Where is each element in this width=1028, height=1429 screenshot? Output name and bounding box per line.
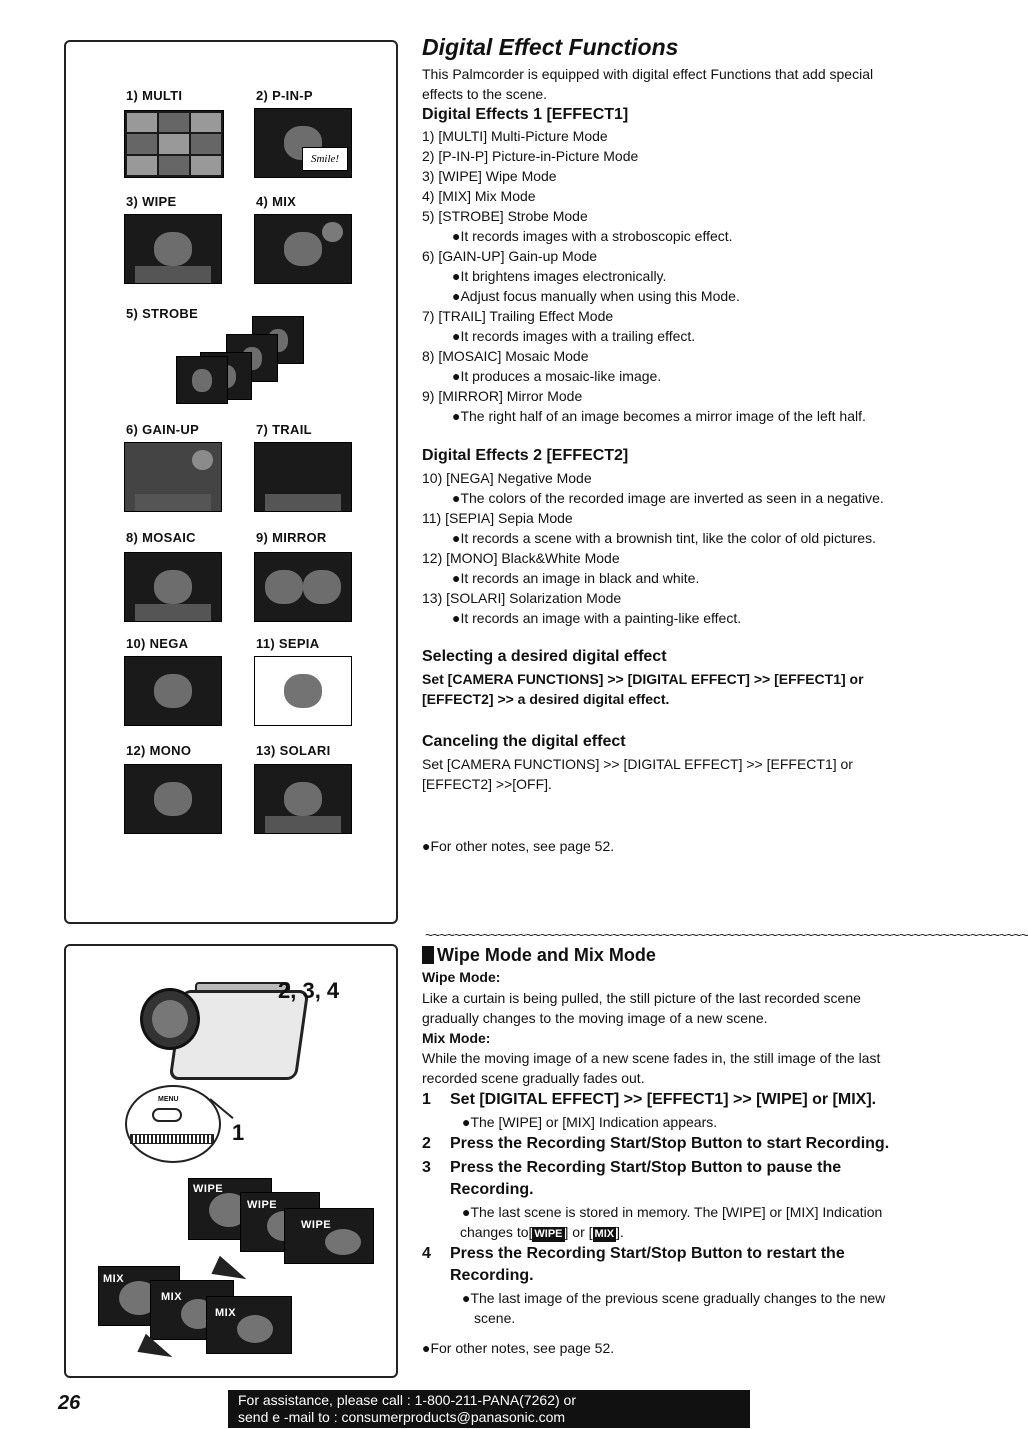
list-item: 4) [MIX] Mix Mode: [422, 188, 536, 204]
mix-mode-label: Mix Mode:: [422, 1030, 491, 1046]
thumb-label-sepia: 11) SEPIA: [256, 636, 320, 651]
thumb-gainup-image: [124, 442, 222, 512]
section-divider: ~~~~~~~~~~~~~~~~~~~~~~~~~~~~~~~~~~~~~~~~~~~~~~~~~~~~~~~~~~~~~~~~~~~~~~~~~~~~~~~~~~~~: [425, 927, 1028, 943]
assistance-line-2: send e -mail to : consumerproducts@panasonic.com: [238, 1409, 566, 1425]
canceling-heading: Canceling the digital effect: [422, 733, 626, 750]
badge-line-suffix: ].: [616, 1224, 624, 1240]
step-4-bullet-line-2: scene.: [474, 1310, 516, 1326]
badge-line-prefix: changes to[: [460, 1224, 533, 1240]
step-3-text-line-2: Recording.: [450, 1181, 534, 1198]
step-2-text: Press the Recording Start/Stop Button to start Recording.: [450, 1135, 890, 1152]
list-bullet: ●Adjust focus manually when using this Mode.: [452, 288, 740, 304]
step-4-text-line-2: Recording.: [450, 1267, 534, 1284]
step-2: [422, 1134, 889, 1154]
menu-dial-icon: [130, 1134, 214, 1144]
thumb-label-trail: 7) TRAIL: [256, 422, 312, 437]
wipe-tag-3: WIPE: [301, 1219, 332, 1231]
canceling-line-2: [EFFECT2] >>[OFF].: [422, 776, 552, 792]
mix-tag-3: MIX: [215, 1307, 237, 1319]
thumb-mirror-image: [254, 552, 352, 622]
wipe-text-line-2: gradually changes to the moving image of a new scene.: [422, 1010, 768, 1026]
menu-label: MENU: [158, 1096, 179, 1103]
smile-inset-label: Smile!: [302, 147, 348, 171]
thumb-label-solari: 13) SOLARI: [256, 743, 331, 758]
list-item: 3) [WIPE] Wipe Mode: [422, 168, 557, 184]
intro-line-1: This Palmcorder is equipped with digital effect Functions that add special: [422, 66, 874, 82]
list-bullet: ●It records an image in black and white.: [452, 570, 700, 586]
notes-reference-2: ●For other notes, see page 52.: [422, 1340, 615, 1356]
list-item: 7) [TRAIL] Trailing Effect Mode: [422, 308, 614, 324]
list-bullet: ●It records an image with a painting-like effect.: [452, 610, 742, 626]
list-bullet: ●It records images with a stroboscopic effect.: [452, 228, 733, 244]
thumb-label-mono: 12) MONO: [126, 743, 192, 758]
thumb-multi-image: [124, 110, 224, 178]
thumb-nega-image: [124, 656, 222, 726]
steps-callout-label: 2, 3, 4: [278, 978, 340, 1003]
badge-line-middle: ] or [: [564, 1224, 593, 1240]
camera-lens-inner: [152, 1000, 188, 1038]
list-bullet: ●It records a scene with a brownish tint, like the color of old pictures.: [452, 530, 876, 546]
list-item: 12) [MONO] Black&White Mode: [422, 550, 620, 566]
mix-text-line-2: recorded scene gradually fades out.: [422, 1070, 645, 1086]
step-4-text-line-1: Press the Recording Start/Stop Button to restart the: [450, 1245, 845, 1262]
thumb-wipe-image: [124, 214, 222, 284]
wipe-tag-1: WIPE: [193, 1183, 224, 1195]
thumb-label-wipe: 3) WIPE: [126, 194, 177, 209]
list-item: 5) [STROBE] Strobe Mode: [422, 208, 588, 224]
effect1-heading: Digital Effects 1 [EFFECT1]: [422, 106, 629, 123]
step-3-number: 3: [422, 1159, 431, 1176]
thumb-label-nega: 10) NEGA: [126, 636, 189, 651]
mix-tag-2: MIX: [161, 1291, 183, 1303]
mix-indication-badge: MIX: [594, 1228, 615, 1240]
step-1-text: Set [DIGITAL EFFECT] >> [EFFECT1] >> [WIPE] or [MIX].: [450, 1091, 877, 1108]
thumb-solari-image: [254, 764, 352, 834]
thumb-label-multi: 1) MULTI: [126, 88, 183, 103]
step1-callout-label: 1: [232, 1120, 245, 1145]
mix-frame-3: [206, 1296, 292, 1354]
wipe-frame-3: [284, 1208, 374, 1264]
page-title: Digital Effect Functions: [422, 34, 679, 60]
mix-text-line-1: While the moving image of a new scene fades in, the still image of the last: [422, 1050, 881, 1066]
wipe-indication-badge: WIPE: [534, 1228, 563, 1240]
step-1: [422, 1090, 876, 1110]
thumb-mix-image: [254, 214, 352, 284]
list-item: 2) [P-IN-P] Picture-in-Picture Mode: [422, 148, 639, 164]
assistance-footer: [228, 1390, 750, 1428]
step-4-bullet-line-1: ●The last image of the previous scene gradually changes to the new: [462, 1290, 886, 1306]
thumb-label-strobe: 5) STROBE: [126, 306, 199, 321]
assistance-line-1: For assistance, please call : 1-800-211-PANA(7262) or: [238, 1392, 576, 1408]
wipe-mix-heading-text: Wipe Mode and Mix Mode: [437, 945, 656, 965]
list-item: 10) [NEGA] Negative Mode: [422, 470, 592, 486]
effect2-heading: Digital Effects 2 [EFFECT2]: [422, 447, 629, 464]
list-bullet: ●The right half of an image becomes a mirror image of the left half.: [452, 408, 866, 424]
thumb-label-mirror: 9) MIRROR: [256, 530, 327, 545]
list-item: 11) [SEPIA] Sepia Mode: [422, 510, 573, 526]
wipe-text-line-1: Like a curtain is being pulled, the still picture of the last recorded scene: [422, 990, 861, 1006]
list-item: 13) [SOLARI] Solarization Mode: [422, 590, 622, 606]
thumb-label-pinp: 2) P-IN-P: [256, 88, 313, 103]
step-4-number: 4: [422, 1245, 431, 1262]
page-number: 26: [58, 1392, 81, 1414]
step-3-text-line-1: Press the Recording Start/Stop Button to pause the: [450, 1159, 842, 1176]
list-item: 8) [MOSAIC] Mosaic Mode: [422, 348, 589, 364]
wipe-tag-2: WIPE: [247, 1199, 278, 1211]
menu-button-icon: [152, 1108, 182, 1122]
selecting-heading: Selecting a desired digital effect: [422, 648, 667, 665]
thumb-strobe-frame-4: [176, 356, 228, 404]
list-item: 1) [MULTI] Multi-Picture Mode: [422, 128, 608, 144]
section-marker-icon: [422, 946, 434, 964]
list-bullet: ●It records images with a trailing effect.: [452, 328, 696, 344]
notes-reference-1: ●For other notes, see page 52.: [422, 838, 615, 854]
list-item: 6) [GAIN-UP] Gain-up Mode: [422, 248, 598, 264]
wipe-mix-heading: [422, 944, 656, 966]
selecting-line-1: Set [CAMERA FUNCTIONS] >> [DIGITAL EFFECT] >> [EFFECT1] or: [422, 671, 864, 687]
thumb-trail-image: [254, 442, 352, 512]
step-3-badge-line: [460, 1222, 624, 1242]
thumb-label-mosaic: 8) MOSAIC: [126, 530, 196, 545]
thumb-sepia-image: [254, 656, 352, 726]
step-3: [422, 1158, 841, 1178]
list-bullet: ●It produces a mosaic-like image.: [452, 368, 662, 384]
thumb-mono-image: [124, 764, 222, 834]
step-2-number: 2: [422, 1135, 431, 1152]
step-1-number: 1: [422, 1091, 431, 1108]
list-item: 9) [MIRROR] Mirror Mode: [422, 388, 583, 404]
step-3-bullet: ●The last scene is stored in memory. The [WIPE] or [MIX] Indication: [462, 1204, 883, 1220]
canceling-line-1: Set [CAMERA FUNCTIONS] >> [DIGITAL EFFECT] >> [EFFECT1] or: [422, 756, 853, 772]
thumb-mosaic-image: [124, 552, 222, 622]
wipe-mode-label: Wipe Mode:: [422, 969, 501, 985]
step-4: [422, 1244, 845, 1264]
list-bullet: ●It brightens images electronically.: [452, 268, 667, 284]
selecting-line-2: [EFFECT2] >> a desired digital effect.: [422, 691, 670, 707]
thumb-label-mix: 4) MIX: [256, 194, 297, 209]
mix-tag-1: MIX: [103, 1273, 125, 1285]
thumb-label-gainup: 6) GAIN-UP: [126, 422, 200, 437]
intro-line-2: effects to the scene.: [422, 86, 548, 102]
step-1-bullet: ●The [WIPE] or [MIX] Indication appears.: [462, 1114, 718, 1130]
thumb-pinp-image: [254, 108, 352, 178]
list-bullet: ●The colors of the recorded image are inverted as seen in a negative.: [452, 490, 884, 506]
